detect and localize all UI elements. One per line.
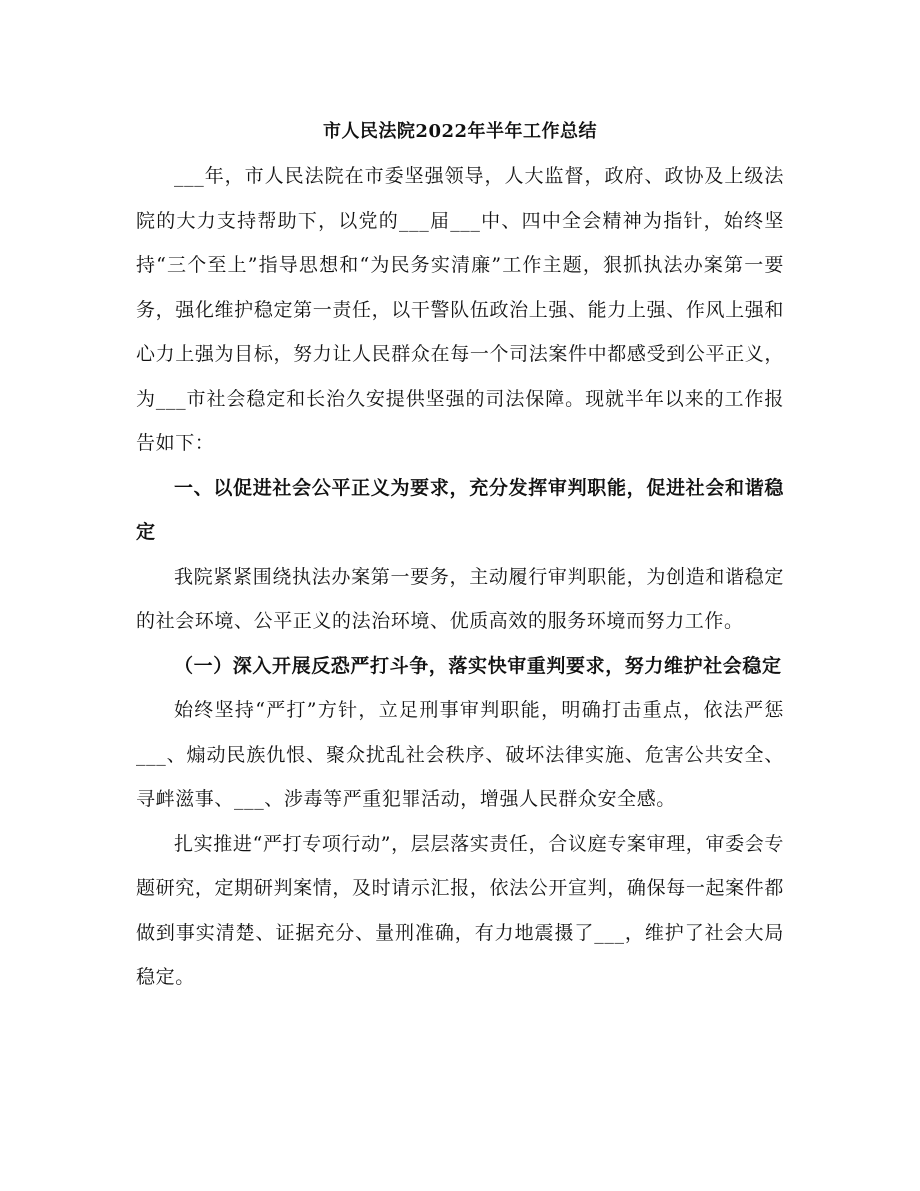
subsection-1-paragraph-2: 扎实推进“严打专项行动”，层层落实责任，合议庭专案审理，审委会专题研究，定期研判案情，及时请示汇报，依法公开宣判，确保每一起案件都做到事实清楚、证据充分、量刑准确，有力地震摄了___，维护了社会大局稳定。: [136, 832, 784, 988]
subsection-1-paragraph-1: 始终坚持“严打”方针，立足刑事审判职能，明确打击重点，依法严惩___、煽动民族仇恨、聚众扰乱社会秩序、破坏法律实施、危害公共安全、寻衅滋事、___、涉毒等严重犯罪活动，增强人民群众安全感。: [136, 699, 784, 810]
document-title: 市人民法院2022年半年工作总结: [322, 121, 598, 142]
section-heading-1: 一、以促进社会公平正义为要求，充分发挥审判职能，促进社会和谐稳定: [136, 476, 784, 543]
section-1-paragraph: 我院紧紧围绕执法办案第一要务，主动履行审判职能，为创造和谐稳定的社会环境、公平正义的法治环境、优质高效的服务环境而努力工作。: [136, 565, 784, 632]
document-page: [136, 112, 784, 1000]
subsection-heading-1: （一）深入开展反恐严打斗争，落实快审重判要求，努力维护社会稳定: [174, 654, 782, 677]
intro-paragraph: ___年，市人民法院在市委坚强领导，人大监督，政府、政协及上级法院的大力支持帮助下，以党的___届___中、四中全会精神为指针，始终坚持“三个至上”指导思想和“为民务实清廉”工作主题，狠抓执法办案第一要务，强化维护稳定第一责任，以干警队伍政治上强、能力上强、作风上强和心力上强为目标，努力让人民群众在每一个司法案件中都感受到公平正义，为___市社会稳定和长治久安提供坚强的司法保障。现就半年以来的工作报告如下：: [136, 165, 784, 454]
